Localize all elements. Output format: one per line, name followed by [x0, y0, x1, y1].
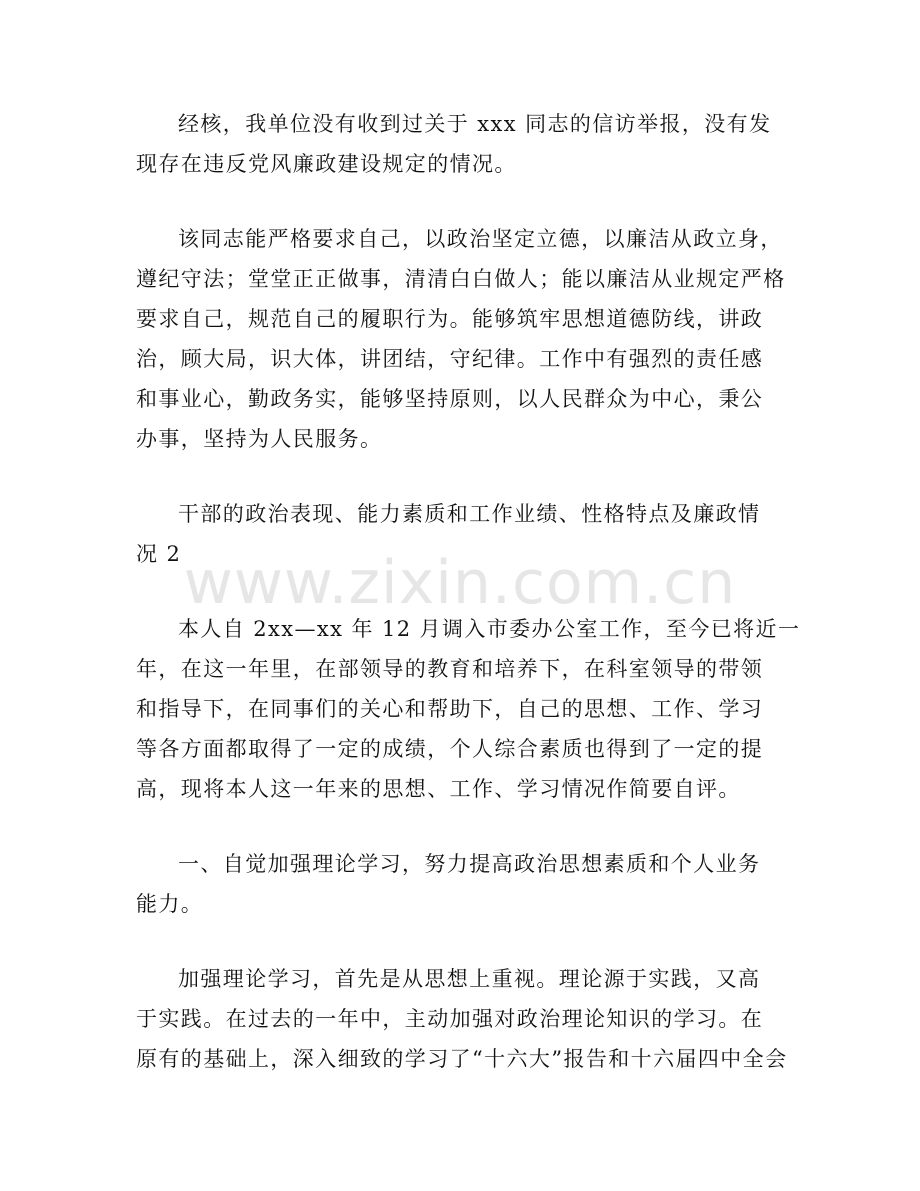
text-line: 本人自 2xx—xx 年 12 月调入市委办公室工作，至今已将近一 — [178, 617, 801, 641]
text-line: 治，顾大局，识大体，讲团结，守纪律。工作中有强烈的责任感 — [136, 347, 764, 371]
text-line: 加强理论学习，首先是从思想上重视。理论源于实践，又高 — [178, 967, 761, 991]
subheading-theory-study — [136, 844, 786, 924]
text-line: 和事业心，勤政务实，能够坚持原则，以人民群众为中心，秉公 — [136, 387, 764, 411]
text-line: 遵纪守法；堂堂正正做事，清清白白做人；能以廉洁从业规定严格 — [136, 267, 786, 291]
paragraph-integrity-assessment — [136, 219, 786, 459]
paragraph-theory-study — [136, 959, 786, 1079]
watermark: www.zixin.com.cn — [183, 548, 737, 618]
text-line: 经核，我单位没有收到过关于 xxx 同志的信访举报，没有发 — [178, 112, 772, 136]
text-line: 于实践。在过去的一年中，主动加强对政治理论知识的学习。在 — [136, 1007, 764, 1031]
text-line: 况 2 — [136, 542, 182, 566]
text-line: 办事，坚持为人民服务。 — [136, 427, 383, 451]
text-line: 要求自己，规范自己的履职行为。能够筑牢思想道德防线，讲政 — [136, 307, 764, 331]
text-line: 干部的政治表现、能力素质和工作业绩、性格特点及廉政情 — [178, 502, 761, 526]
section-heading — [136, 494, 786, 574]
text-line: 一、自觉加强理论学习，努力提高政治思想素质和个人业务 — [178, 852, 761, 876]
text-line: 能力。 — [136, 892, 204, 916]
text-line: 该同志能严格要求自己，以政治坚定立德，以廉洁从政立身， — [178, 227, 783, 251]
text-line: 原有的基础上，深入细致的学习了“十六大”报告和十六届四中全会 — [136, 1047, 788, 1071]
text-line: 现存在违反党风廉政建设规定的情况。 — [136, 152, 517, 176]
document-body — [136, 104, 801, 1114]
text-line: 和指导下，在同事们的关心和帮助下，自己的思想、工作、学习 — [136, 697, 764, 721]
paragraph-self-introduction — [136, 609, 801, 809]
text-line: 高，现将本人这一年来的思想、工作、学习情况作简要自评。 — [136, 777, 741, 801]
text-line: 年，在这一年里，在部领导的教育和培养下，在科室领导的带领 — [136, 657, 764, 681]
paragraph-verification — [136, 104, 786, 184]
text-line: 等各方面都取得了一定的成绩，个人综合素质也得到了一定的提 — [136, 737, 764, 761]
